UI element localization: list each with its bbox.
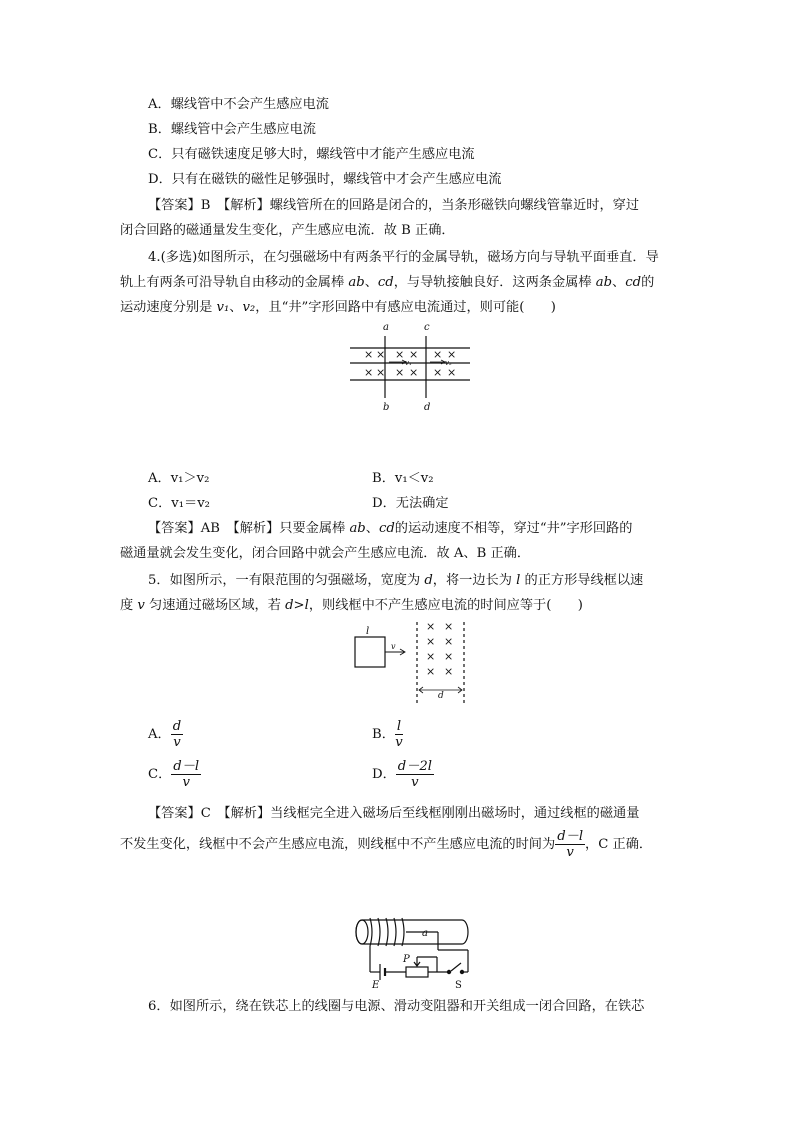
svg-text:×: × <box>426 635 436 648</box>
q4-label-a: a <box>383 322 389 333</box>
q5-label-v: v <box>391 642 396 651</box>
q5-stem-line1: 5．如图所示，一有限范围的匀强磁场，宽度为 d，将一边长为 l 的正方形导线框以速 <box>148 573 644 588</box>
q4-label-d: d <box>424 402 431 413</box>
svg-text:×: × <box>376 366 386 379</box>
q3-answer-line1: 【答案】B 【解析】螺线管所在的回路是闭合的，当条形磁铁向螺线管靠近时，穿过 <box>148 198 640 213</box>
q4-stem-line3: 运动速度分别是 v₁、v₂，且“井”字形回路中有感应电流通过，则可能( ) <box>120 300 556 315</box>
svg-text:×: × <box>395 348 405 361</box>
q5-answer-line2: 不发生变化，线框中不会产生感应电流，则线框中不产生感应电流的时间为 $\frac{d-l}{v}$ ，C 正确． <box>120 829 653 860</box>
svg-text:×: × <box>409 348 419 361</box>
q4-answer-line2: 磁通量就会发生变化，闭合回路中就会产生感应电流．故 A、B 正确． <box>120 546 531 561</box>
q4-option-d: D．无法确定 <box>372 496 449 511</box>
svg-text:×: × <box>433 348 443 361</box>
q3-option-c: C．只有磁铁速度足够大时，螺线管中才能产生感应电流 <box>148 147 475 162</box>
svg-text:×: × <box>444 620 454 633</box>
q6-label-P: P <box>403 954 410 965</box>
svg-text:×: × <box>364 348 374 361</box>
q4-label-c: c <box>424 322 430 333</box>
q6-label-a: a <box>422 928 428 939</box>
q6-label-E: E <box>372 980 380 991</box>
q5-option-a: A． $\frac{d}{v}$ <box>148 719 182 750</box>
svg-text:×: × <box>444 650 454 663</box>
q5-stem-line2: 度 v 匀速通过磁场区域，若 d>l，则线框中不产生感应电流的时间应等于( ) <box>120 598 583 613</box>
svg-text:×: × <box>376 348 386 361</box>
q5-option-d: D． $\frac{d-2l}{v}$ <box>372 759 433 790</box>
q3-answer-line2: 闭合回路的磁通量发生变化，产生感应电流．故 B 正确． <box>120 223 455 238</box>
svg-text:×: × <box>444 665 454 678</box>
svg-text:×: × <box>447 366 457 379</box>
svg-text:×: × <box>426 665 436 678</box>
q4-label-v2: v₂ <box>445 359 452 367</box>
q6-label-S: S <box>455 980 462 991</box>
q5-option-b: B． $\frac{l}{v}$ <box>372 719 403 750</box>
svg-text:×: × <box>409 366 419 379</box>
q5-label-d: d <box>438 691 444 701</box>
svg-text:×: × <box>433 366 443 379</box>
q4-answer-line1: 【答案】AB 【解析】只要金属棒 ab、cd的运动速度不相等，穿过“井”字形回路的 <box>148 521 633 536</box>
q4-option-b: B．v₁＜v₂ <box>372 471 434 486</box>
svg-text:×: × <box>447 348 457 361</box>
q4-stem-line2: 轨上有两条可沿导轨自由移动的金属棒 ab、cd，与导轨接触良好．这两条金属棒 ab、cd的 <box>120 275 655 290</box>
svg-text:×: × <box>364 366 374 379</box>
q3-option-a: A．螺线管中不会产生感应电流 <box>148 97 329 112</box>
q5-option-c: C． $\frac{d-l}{v}$ <box>148 759 200 790</box>
q4-option-c: C．v₁＝v₂ <box>148 496 210 511</box>
q3-option-b: B．螺线管中会产生感应电流 <box>148 122 316 137</box>
svg-text:×: × <box>426 650 436 663</box>
q3-option-d: D．只有在磁铁的磁性足够强时，螺线管中才会产生感应电流 <box>148 172 502 187</box>
q4-stem-line1: 4.(多选)如图所示，在匀强磁场中有两条平行的金属导轨，磁场方向与导轨平面垂直．导 <box>148 250 659 265</box>
svg-text:×: × <box>444 635 454 648</box>
svg-text:×: × <box>395 366 405 379</box>
q4-option-a: A．v₁＞v₂ <box>148 471 210 486</box>
q5-answer-line1: 【答案】C 【解析】当线框完全进入磁场后至线框刚刚出磁场时，通过线框的磁通量 <box>148 806 640 821</box>
svg-text:×: × <box>426 620 436 633</box>
q5-label-l: l <box>366 626 370 637</box>
q6-stem-line1: 6．如图所示，绕在铁芯上的线圈与电源、滑动变阻器和开关组成一闭合回路，在铁芯 <box>148 999 645 1014</box>
q4-label-v1: v₁ <box>405 359 412 367</box>
q4-label-b: b <box>383 402 390 413</box>
